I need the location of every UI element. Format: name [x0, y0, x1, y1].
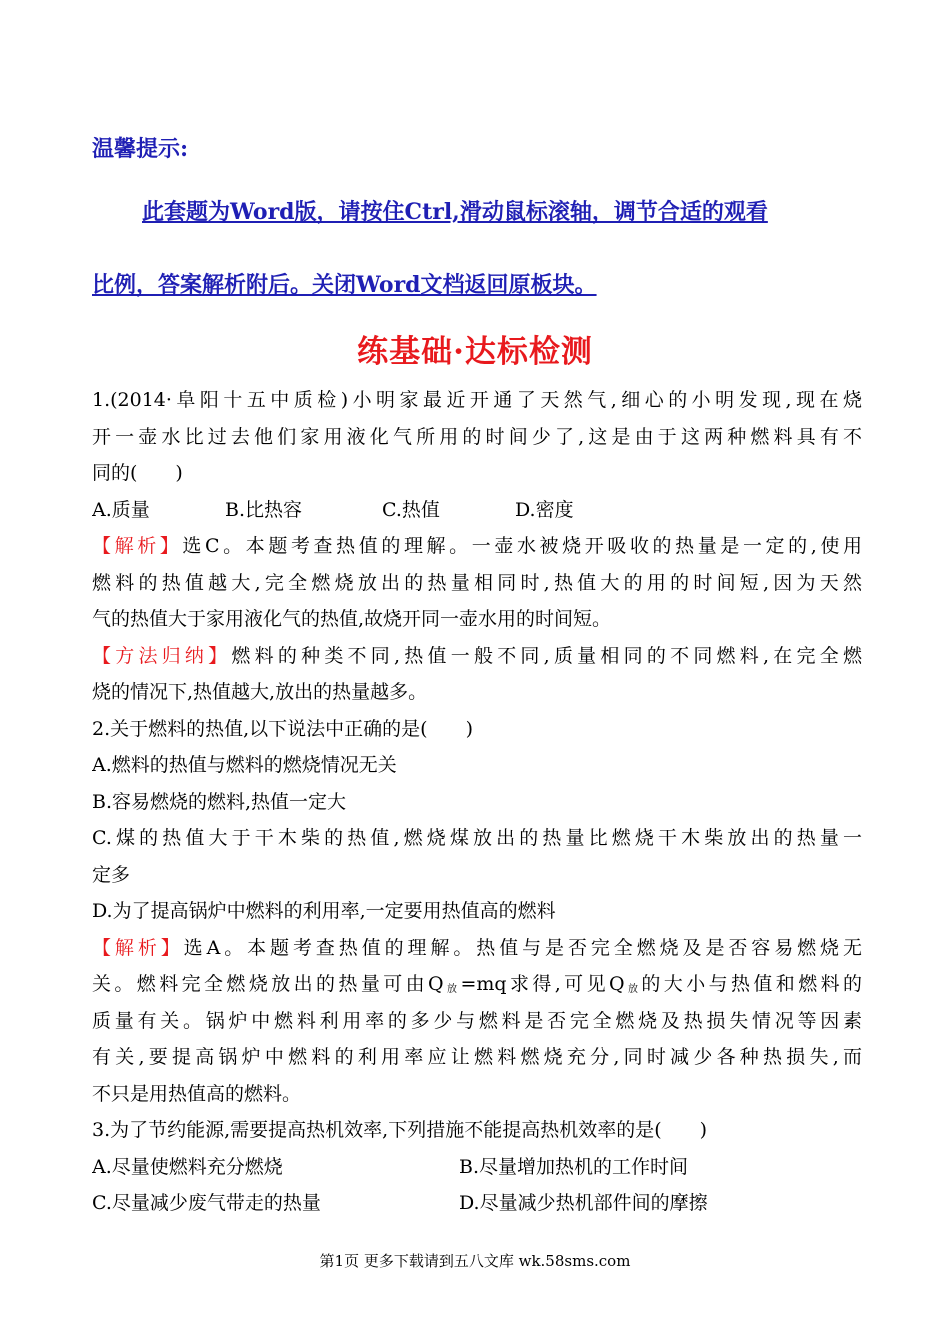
q3-option-d: D.尽量减少热机部件间的摩擦 [459, 1192, 708, 1214]
page-footer: 第1页 更多下载请到五八文库 wk.58sms.com [319, 1252, 631, 1270]
subscript: 放 [443, 984, 461, 995]
q3-options-row-1 [92, 1149, 862, 1186]
q2-stem: 2.关于燃料的热值,以下说法中正确的是( ) [92, 717, 473, 740]
document-body [92, 382, 862, 1222]
q2-option-c-line-1: C.煤的热值大于干木柴的热值,燃烧煤放出的热量比燃烧干木柴放出的热量一 [92, 827, 862, 849]
q2-option-a: A.燃料的热值与燃料的燃烧情况无关 [92, 754, 397, 776]
q3-options-row-2 [92, 1185, 862, 1222]
q3-option-a: A.尽量使燃料充分燃烧 [92, 1155, 283, 1178]
q3-stem: 3.为了节约能源,需要提高热机效率,下列措施不能提高热机效率的是( ) [92, 1119, 708, 1141]
q1-analysis-line-3: 气的热值大于家用液化气的热值,故烧开同一壶水用的时间短。 [92, 608, 612, 630]
subscript: 放 [624, 984, 642, 995]
q3-option-b: B.尽量增加热机的工作时间 [459, 1155, 689, 1178]
tip-text-line-1: 此套题为Word版，请按住Ctrl,滑动鼠标滚轴，调节合适的观看 [142, 199, 768, 225]
tip-text-line-2: 比例，答案解析附后。关闭Word文档返回原板块。 [92, 272, 597, 298]
q2-analysis-line-1: 【解析】选A。本题考查热值的理解。热值与是否完全燃烧及是否容易燃烧无 [92, 936, 862, 959]
q2-analysis-line-5: 不只是用热值高的燃料。 [92, 1082, 302, 1105]
tip-title: 温馨提示: [92, 136, 189, 162]
section-title: 练基础·达标检测 [357, 334, 593, 370]
q2-analysis-line-2: 关。燃料完全燃烧放出的热量可由$Q_放=mq$求得,可见$Q_放$的大小与热值和燃料的 [92, 973, 862, 995]
q2-option-c-line-2: 定多 [92, 863, 131, 886]
q1-options [92, 492, 862, 529]
q1-option-d: D.密度 [515, 498, 574, 521]
q2-option-b: B.容易燃烧的燃料,热值一定大 [92, 790, 347, 813]
q1-stem-line-1: 1.(2014·阜阳十五中质检)小明家最近开通了天然气,细心的小明发现,现在烧 [92, 389, 862, 411]
q1-stem-line-2: 开一壶水比过去他们家用液化气所用的时间少了,这是由于这两种燃料具有不 [92, 425, 862, 448]
q1-analysis-line-1: 【解析】选C。本题考查热值的理解。一壶水被烧开吸收的热量是一定的,使用 [92, 535, 862, 557]
analysis-tag: 【解析】 [92, 936, 184, 959]
q1-method-line-2: 烧的情况下,热值越大,放出的热量越多。 [92, 681, 428, 703]
q2-analysis-line-3: 质量有关。锅炉中燃料利用率的多少与燃料是否完全燃烧及热损失情况等因素 [92, 1009, 862, 1032]
q1-stem-line-3: 同的( ) [92, 462, 183, 484]
method-tag: 【方法归纳】 [92, 644, 232, 667]
q1-analysis-line-2: 燃料的热值越大,完全燃烧放出的热量相同时,热值大的用的时间短,因为天然 [92, 571, 862, 594]
q1-option-b: B.比热容 [225, 498, 303, 521]
q1-option-c: C.热值 [382, 498, 440, 521]
q3-option-c: C.尽量减少废气带走的热量 [92, 1192, 321, 1214]
analysis-tag: 【解析】 [92, 535, 183, 557]
q1-method-line-1: 【方法归纳】燃料的种类不同,热值一般不同,质量相同的不同燃料,在完全燃 [92, 644, 862, 667]
q2-option-d: D.为了提高锅炉中燃料的利用率,一定要用热值高的燃料 [92, 900, 556, 922]
q2-analysis-line-4: 有关,要提高锅炉中燃料的利用率应让燃料燃烧充分,同时减少各种热损失,而 [92, 1046, 862, 1068]
q1-option-a: A.质量 [92, 498, 150, 521]
